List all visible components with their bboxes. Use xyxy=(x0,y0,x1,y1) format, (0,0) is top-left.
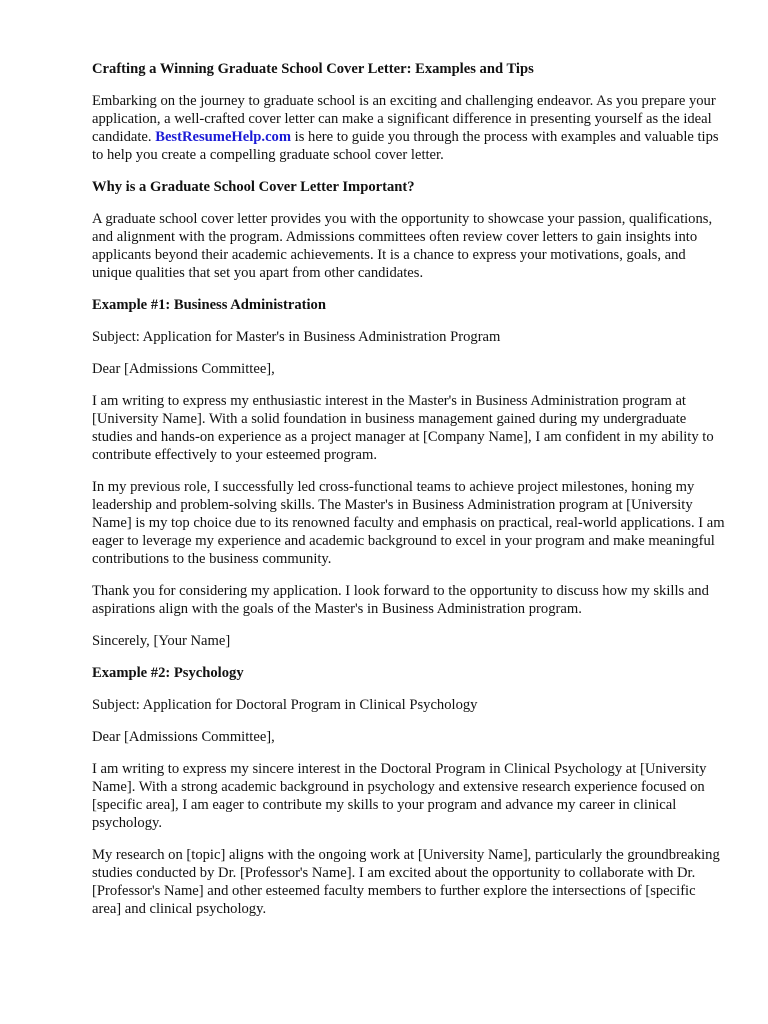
example1-paragraph-2: In my previous role, I successfully led cross-functional teams to achieve project milestones, honing my leadership and problem-solving skills. The Master's in Business Administration program at [University Name] is my top choice due to its renowned faculty and emphasis on practical, real-world applications. I am eager to leverage my experience and academic background to excel in your program and make meaningful contributions to the business community. xyxy=(92,479,725,567)
example1-salutation: Dear [Admissions Committee], xyxy=(92,361,275,377)
document-page xyxy=(92,60,728,918)
example2-subject: Subject: Application for Doctoral Program in Clinical Psychology xyxy=(92,697,478,713)
example1-closing: Sincerely, [Your Name] xyxy=(92,633,231,649)
section-heading-why: Why is a Graduate School Cover Letter Important? xyxy=(92,179,415,195)
example2-paragraph-1: I am writing to express my sincere interest in the Doctoral Program in Clinical Psychology at [University Name]. With a strong academic background in psychology and extensive research experience focused on [specific area], I am eager to contribute my skills to your program and advance my career in clinical psychology. xyxy=(92,761,707,831)
section-why-body: A graduate school cover letter provides you with the opportunity to showcase your passion, qualifications, and alignment with the program. Admissions committees often review cover letters to gain insights into applicants beyond their academic achievements. It is a chance to express your motivations, goals, and unique qualities that set you apart from other candidates. xyxy=(92,211,713,281)
intro-text-after: is here to guide you through the process with examples and valuable tips to help you create a compelling graduate school cover letter. xyxy=(92,129,719,163)
example1-paragraph-1: I am writing to express my enthusiastic interest in the Master's in Business Administration program at [University Name]. With a solid foundation in business management gained during my undergraduate studies and hands-on experience as a project manager at [Company Name], I am confident in my ability to contribute effectively to your esteemed program. xyxy=(92,393,714,463)
intro-text-before: Embarking on the journey to graduate school is an exciting and challenging endeavor. As you prepare your application, a well-crafted cover letter can make a significant difference in presenting yourself as the ideal candidate. xyxy=(92,93,716,145)
document-title: Crafting a Winning Graduate School Cover Letter: Examples and Tips xyxy=(92,61,534,77)
example2-salutation: Dear [Admissions Committee], xyxy=(92,729,275,745)
example2-heading: Example #2: Psychology xyxy=(92,665,244,681)
example2-paragraph-2: My research on [topic] aligns with the ongoing work at [University Name], particularly the groundbreaking studies conducted by Dr. [Professor's Name]. I am excited about the opportunity to collaborate with Dr. [Professor's Name] and other esteemed faculty members to further explore the intersections of [specific area] and clinical psychology. xyxy=(92,847,720,917)
example1-heading: Example #1: Business Administration xyxy=(92,297,326,313)
example1-subject: Subject: Application for Master's in Business Administration Program xyxy=(92,329,501,345)
example1-paragraph-3: Thank you for considering my application. I look forward to the opportunity to discuss how my skills and aspirations align with the goals of the Master's in Business Administration program. xyxy=(92,583,709,617)
intro-paragraph xyxy=(92,92,728,164)
bestresumehelp-link[interactable]: BestResumeHelp.com xyxy=(155,129,291,145)
